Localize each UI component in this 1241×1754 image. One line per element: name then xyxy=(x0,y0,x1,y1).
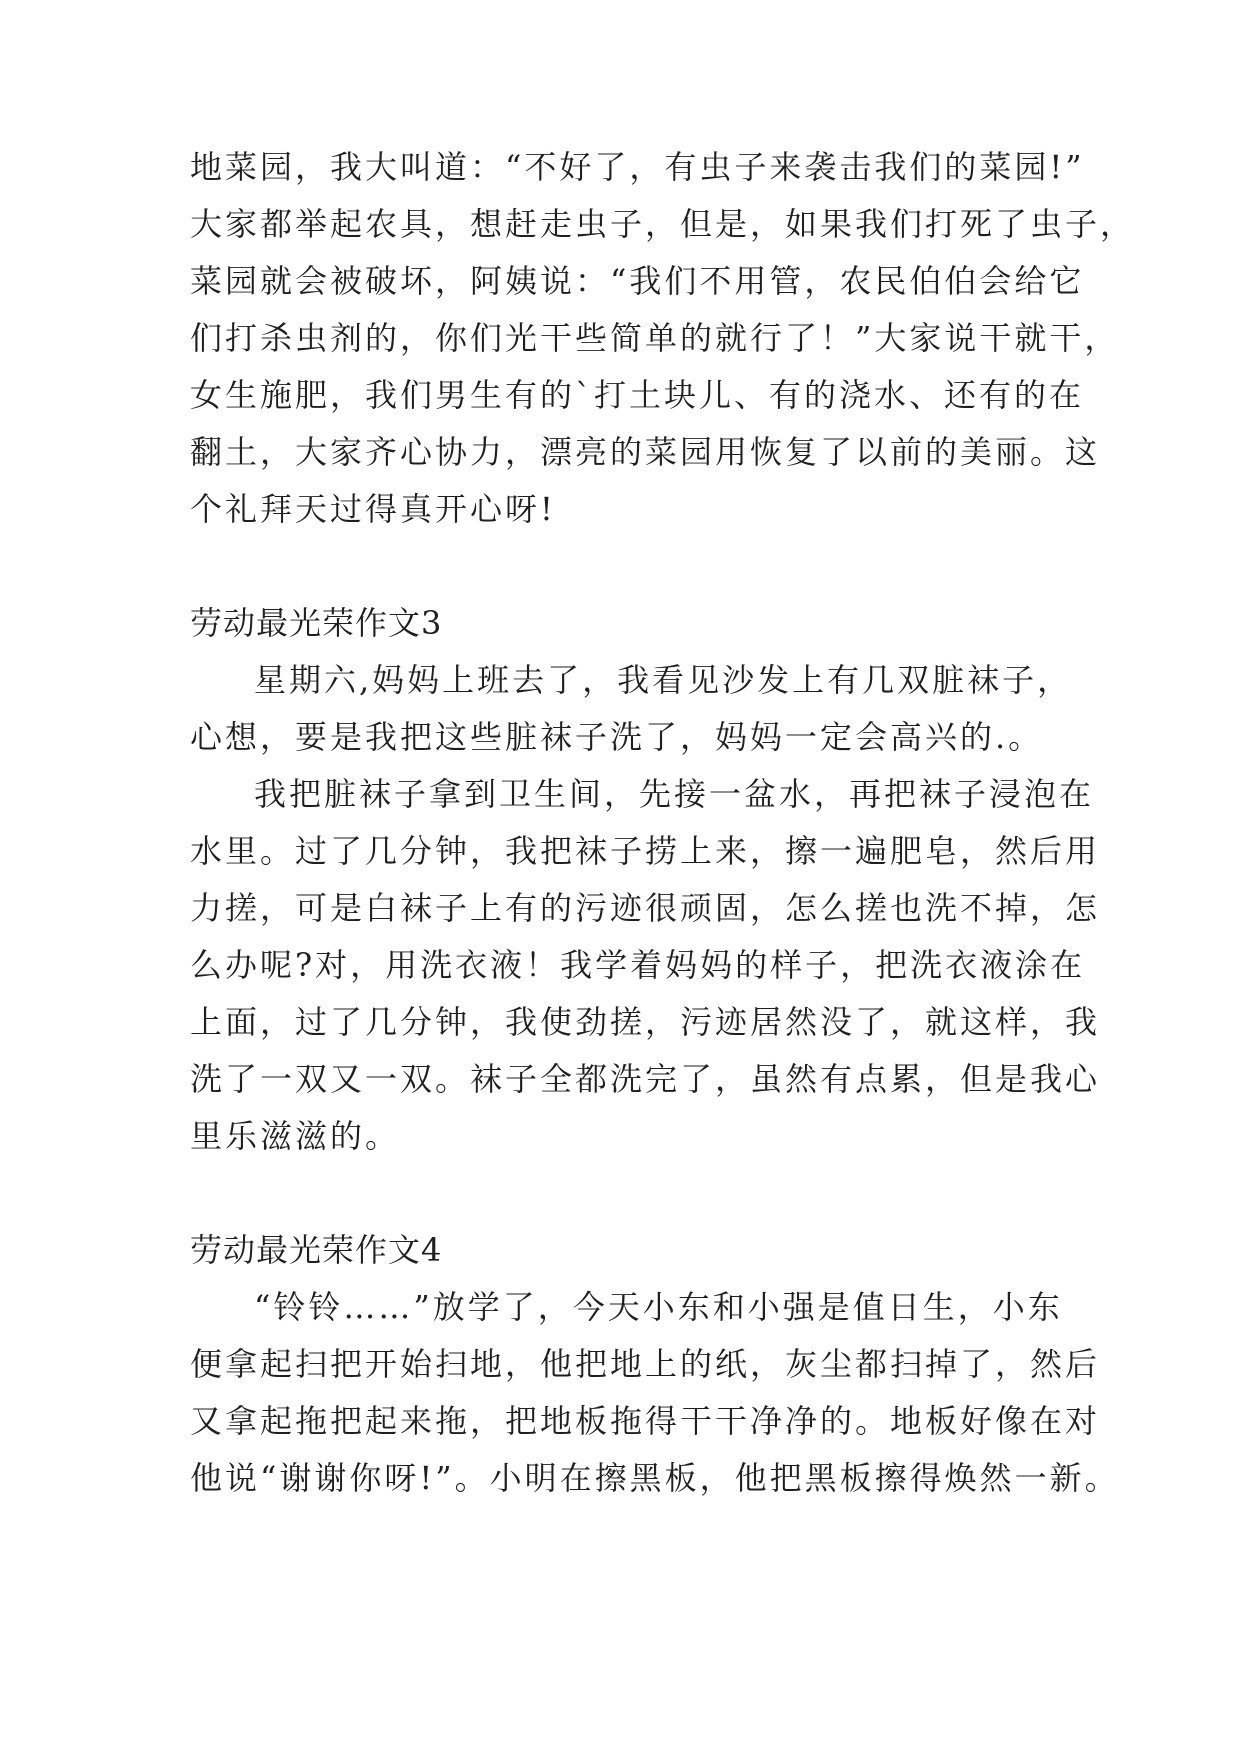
text-line: 星期六,妈妈上班去了，我看见沙发上有几双脏袜子， xyxy=(254,661,1073,699)
text-line: “铃铃……”放学了，今天小东和小强是值日生，小东 xyxy=(254,1288,1063,1326)
text-line: 们打杀虫剂的，你们光干些简单的就行了！”大家说干就干， xyxy=(190,319,1120,357)
text-line: 个礼拜天过得真开心呀! xyxy=(190,490,556,528)
essay-4-paragraph-1 xyxy=(190,1279,1120,1507)
essay-3-heading: 劳动最光荣作文3 xyxy=(190,604,443,642)
text-line: 大家都举起农具，想赶走虫子，但是，如果我们打死了虫子， xyxy=(190,205,1136,243)
text-line: 便拿起扫把开始扫地，他把地上的纸，灰尘都扫掉了，然后 xyxy=(190,1345,1101,1383)
section-gap xyxy=(190,1165,1050,1222)
section-gap xyxy=(190,538,1050,595)
text-line: 么办呢?对，用洗衣液！我学着妈妈的样子，把洗衣液涂在 xyxy=(190,946,1086,984)
text-line: 里乐滋滋的。 xyxy=(190,1117,401,1155)
essay-3-paragraph-1 xyxy=(190,652,1073,766)
document-page xyxy=(190,139,1136,1507)
text-line: 力搓，可是白袜子上有的污迹很顽固，怎么搓也洗不掉，怎 xyxy=(190,889,1101,927)
text-line: 女生施肥，我们男生有的`打土块儿、有的浇水、还有的在 xyxy=(190,376,1085,414)
text-line: 他说“谢谢你呀!”。小明在擦黑板，他把黑板擦得焕然一新。 xyxy=(190,1459,1120,1497)
essay-3-paragraph-2 xyxy=(190,766,1101,1165)
essay-4-heading: 劳动最光荣作文4 xyxy=(190,1231,443,1269)
text-line: 上面，过了几分钟，我使劲搓，污迹居然没了，就这样，我 xyxy=(190,1003,1101,1041)
text-line: 翻土，大家齐心协力，漂亮的菜园用恢复了以前的美丽。这 xyxy=(190,433,1101,471)
text-line: 心想，要是我把这些脏袜子洗了，妈妈一定会高兴的.。 xyxy=(190,718,1044,756)
text-line: 我把脏袜子拿到卫生间，先接一盆水，再把袜子浸泡在 xyxy=(254,775,1095,813)
text-line: 又拿起拖把起来拖，把地板拖得干干净净的。地板好像在对 xyxy=(190,1402,1101,1440)
text-line: 水里。过了几分钟，我把袜子捞上来，擦一遍肥皂，然后用 xyxy=(190,832,1101,870)
text-line: 地菜园，我大叫道：“不好了，有虫子来袭击我们的菜园!” xyxy=(190,148,1085,186)
text-line: 菜园就会被破坏，阿姨说：“我们不用管，农民伯伯会给它 xyxy=(190,262,1085,300)
text-line: 洗了一双又一双。袜子全都洗完了，虽然有点累，但是我心 xyxy=(190,1060,1101,1098)
paragraph-intro xyxy=(190,139,1136,538)
